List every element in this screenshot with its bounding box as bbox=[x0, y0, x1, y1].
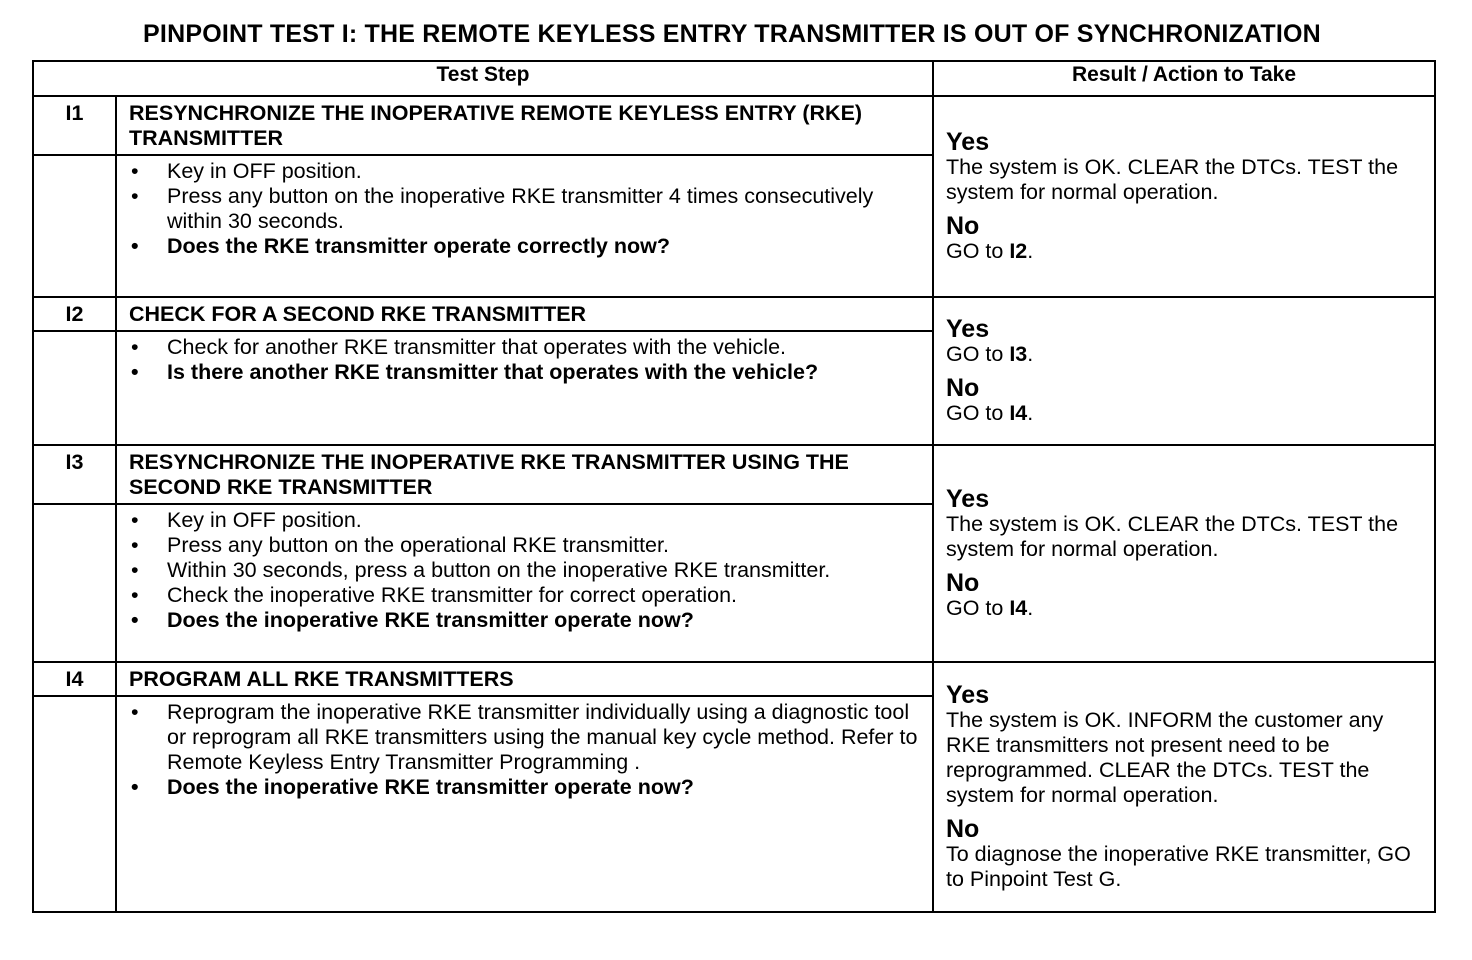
table-row bbox=[33, 96, 1435, 155]
step-bullet: • Key in OFF position. bbox=[129, 159, 920, 184]
step-question: • Does the inoperative RKE transmitter operate now? bbox=[129, 608, 920, 633]
result-yes-label: Yes bbox=[946, 315, 990, 343]
step-bullet: • Press any button on the inoperative RKE transmitter 4 times consecutively within 30 seconds. bbox=[129, 184, 920, 234]
result-yes-label: Yes bbox=[946, 485, 990, 513]
step-title: RESYNCHRONIZE THE INOPERATIVE RKE TRANSMITTER USING THE SECOND RKE TRANSMITTER bbox=[116, 445, 933, 504]
step-bullet-list bbox=[129, 159, 920, 259]
step-link: I2 bbox=[1009, 239, 1028, 263]
result-yes-label: Yes bbox=[946, 681, 990, 709]
step-bullet: • Check for another RKE transmitter that operates with the vehicle. bbox=[129, 335, 920, 360]
result-no-label: No bbox=[946, 815, 980, 843]
result-no-label: No bbox=[946, 569, 980, 597]
result-yes-text: GO to I3. bbox=[946, 342, 1034, 366]
result-no-label: No bbox=[946, 374, 980, 402]
pinpoint-test-table bbox=[32, 60, 1436, 913]
step-body bbox=[116, 696, 933, 912]
step-id: I1 bbox=[33, 96, 116, 155]
result-no-text: GO to I4. bbox=[946, 401, 1034, 425]
step-id-spacer bbox=[33, 696, 116, 912]
table-header-row bbox=[33, 61, 1435, 96]
step-link: I3 bbox=[1009, 342, 1028, 366]
result-no-text: GO to I2. bbox=[946, 239, 1034, 263]
step-bullet-list bbox=[129, 508, 920, 633]
result-cell bbox=[933, 297, 1435, 445]
step-body bbox=[116, 155, 933, 297]
step-question: • Does the inoperative RKE transmitter operate now? bbox=[129, 775, 920, 800]
result-yes-text: The system is OK. CLEAR the DTCs. TEST the system for normal operation. bbox=[946, 512, 1399, 561]
result-no-text: GO to I4. bbox=[946, 596, 1034, 620]
column-header-result: Result / Action to Take bbox=[933, 61, 1435, 96]
result-yes-label: Yes bbox=[946, 128, 990, 156]
result-cell bbox=[933, 662, 1435, 912]
step-id-spacer bbox=[33, 504, 116, 662]
step-title: PROGRAM ALL RKE TRANSMITTERS bbox=[116, 662, 933, 696]
result-no-text: To diagnose the inoperative RKE transmitter, GO to Pinpoint Test G. bbox=[946, 842, 1411, 891]
table-row bbox=[33, 297, 1435, 331]
step-id: I4 bbox=[33, 662, 116, 696]
page-title: PINPOINT TEST I: THE REMOTE KEYLESS ENTRY TRANSMITTER IS OUT OF SYNCHRONIZATION bbox=[143, 20, 1321, 48]
step-id-spacer bbox=[33, 155, 116, 297]
step-body bbox=[116, 331, 933, 445]
step-question: • Is there another RKE transmitter that operates with the vehicle? bbox=[129, 360, 920, 385]
step-title: RESYNCHRONIZE THE INOPERATIVE REMOTE KEYLESS ENTRY (RKE) TRANSMITTER bbox=[116, 96, 933, 155]
step-question: • Does the RKE transmitter operate correctly now? bbox=[129, 234, 920, 259]
step-link: I4 bbox=[1009, 401, 1028, 425]
step-body bbox=[116, 504, 933, 662]
step-id: I2 bbox=[33, 297, 116, 331]
step-bullet: • Key in OFF position. bbox=[129, 508, 920, 533]
step-id-spacer bbox=[33, 331, 116, 445]
step-id: I3 bbox=[33, 445, 116, 504]
result-no-label: No bbox=[946, 212, 980, 240]
column-header-test-step: Test Step bbox=[33, 61, 933, 96]
step-bullet-list bbox=[129, 335, 920, 385]
step-bullet-list bbox=[129, 700, 920, 800]
step-bullet: • Check the inoperative RKE transmitter for correct operation. bbox=[129, 583, 920, 608]
result-cell bbox=[933, 445, 1435, 662]
result-yes-text: The system is OK. CLEAR the DTCs. TEST the system for normal operation. bbox=[946, 155, 1399, 204]
step-title: CHECK FOR A SECOND RKE TRANSMITTER bbox=[116, 297, 933, 331]
result-yes-text: The system is OK. INFORM the customer any RKE transmitters not present need to be reprogrammed. CLEAR the DTCs. TEST the system for normal operation. bbox=[946, 708, 1384, 807]
step-link: I4 bbox=[1009, 596, 1028, 620]
step-bullet: • Within 30 seconds, press a button on the inoperative RKE transmitter. bbox=[129, 558, 920, 583]
result-cell bbox=[933, 96, 1435, 297]
table-row bbox=[33, 445, 1435, 504]
step-bullet: • Press any button on the operational RKE transmitter. bbox=[129, 533, 920, 558]
step-bullet: • Reprogram the inoperative RKE transmitter individually using a diagnostic tool or reprogram all RKE transmitters using the manual key cycle method. Refer to Remote Keyless Entry Transmitter Programming . bbox=[129, 700, 920, 775]
table-row bbox=[33, 662, 1435, 696]
